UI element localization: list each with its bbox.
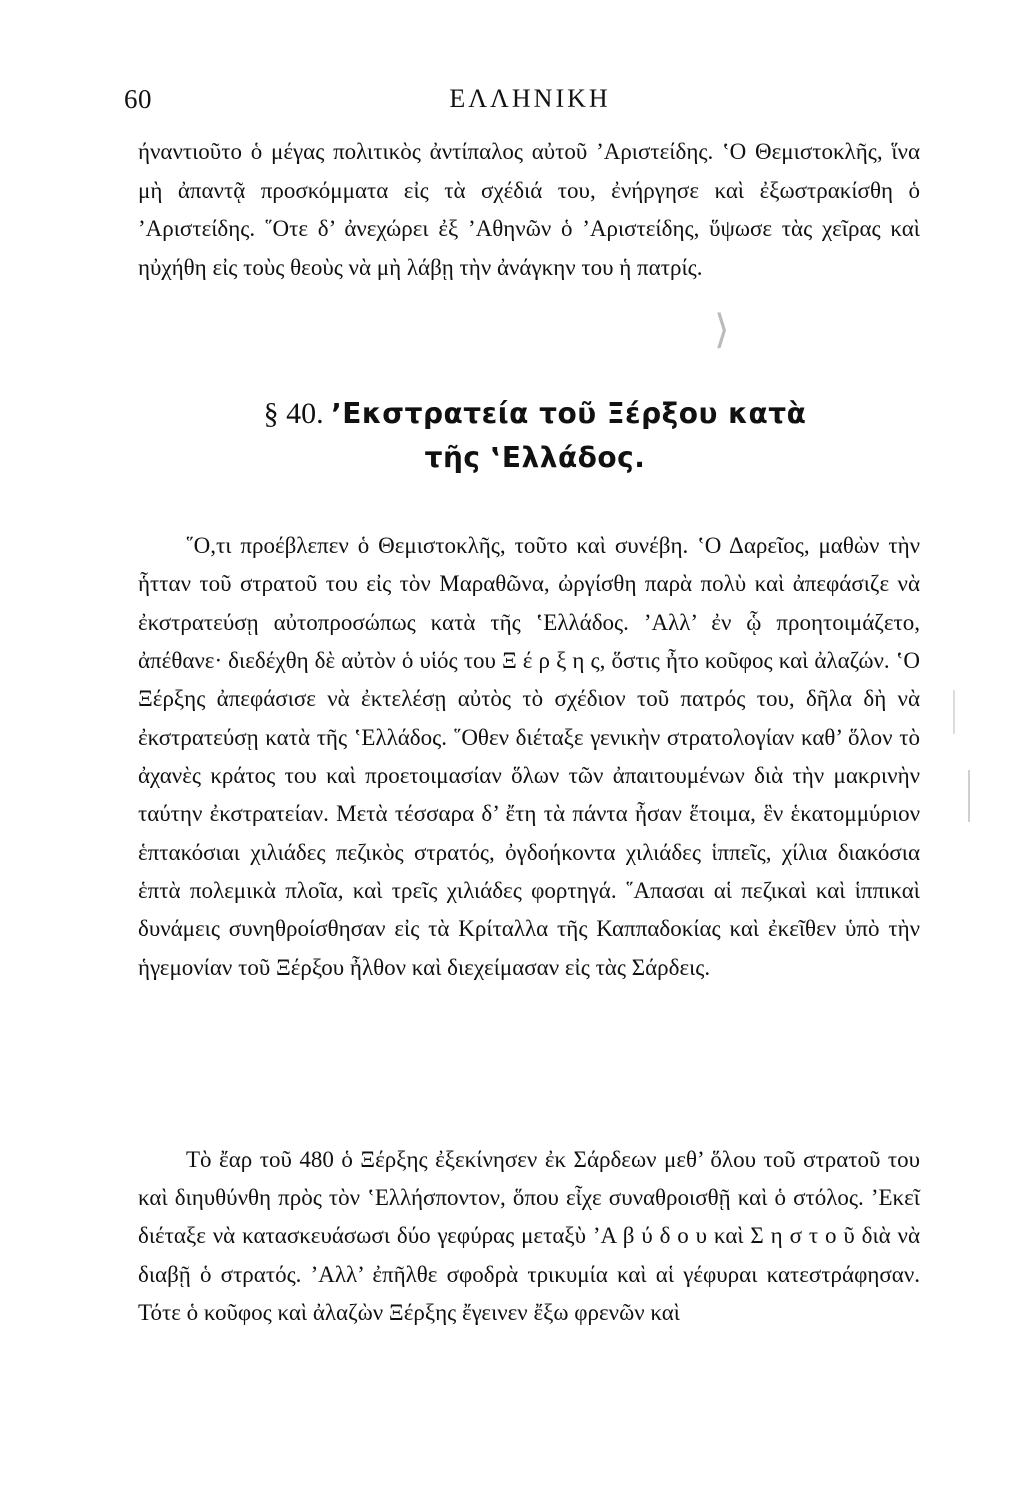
paragraph-darius-xerxes [138,527,920,987]
section-number: § 40. [263,397,324,430]
pencil-mark-icon: ⟩ [714,307,730,353]
margin-line-mark [968,770,970,822]
section-title-part-1: ’Εκστρατεία τοῦ Ξέρξου κατὰ [331,397,807,430]
paragraph-text: ῞Ο,τι προέβλεπεν ὁ Θεμιστοκλῆς, τοῦτο καὶ συνέβη. ‛Ο Δαρεῖος, μαθὼν τὴν ἧτταν τοῦ στρατοῦ του εἰς τὸν Μαραθῶνα, ὠργίσθη παρὰ πολὺ καὶ ἀπεφάσιζε νὰ ἐκστρατεύσῃ αὐτοπροσώπως κατὰ τῆς ‛Ελλάδος. ’Αλλ’ ἐν ᾧ προητοιμάζετο, ἀπέθανε· διεδέχθη δὲ αὐτὸν ὁ υἱός του Ξ έ ρ ξ η ς, ὅστις ἦτο κοῦφος καὶ ἀλαζών. ‛Ο Ξέρξης ἀπεφάσισε νὰ ἐκτελέσῃ αὐτὸς τὸ σχέδιον τοῦ πατρός του, δῆλα δὴ νὰ ἐκστρατεύσῃ κατὰ τῆς ‛Ελλάδος. ῞Οθεν διέταξε γενικὴν στρατολογίαν καθ’ ὅλον τὸ ἀχανὲς κράτος του καὶ προετοιμασίαν ὅλων τῶν ἀπαιτουμένων διὰ τὴν μακρινὴν ταύτην ἐκστρατείαν. Μετὰ τέσσαρα δ’ ἔτη τὰ πάντα ἦσαν ἕτοιμα, ἓν ἑκατομμύριον ἑπτακόσιαι χιλιάδες πεζικὸς στρατός, ὀγδοήκοντα χιλιάδες ἱππεῖς, χίλια διακόσια ἑπτὰ πολεμικὰ πλοῖα, καὶ τρεῖς χιλιάδες φορτηγά. ῞Απασαι αἱ πεζικαὶ καὶ ἱππικαὶ δυνάμεις συνηθροίσθησαν εἰς τὰ Κρίταλλα τῆς Καππαδοκίας καὶ ἐκεῖθεν ὑπὸ τὴν ἡγεμονίαν τοῦ Ξέρξου ἦλθον καὶ διεχείμασαν εἰς τὰς Σάρδεις. [138,533,920,980]
section-heading-line-1 [150,392,920,436]
section-heading-line-2 [150,436,920,480]
paragraph-continuation: ήναντιοῦτο ὁ μέγας πολιτικὸς ἀντίπαλος αὐτοῦ ’Αριστείδης. ‛Ο Θεμιστοκλῆς, ἵνα μὴ ἀπαντᾷ προσκόμματα εἰς τὰ σχέδιά του, ἐνήργησε καὶ ἐξωστρακίσθη ὁ ’Αριστείδης. ῞Οτε δ’ ἀνεχώρει ἐξ ’Αθηνῶν ὁ ’Αριστείδης, ὕψωσε τὰς χεῖρας καὶ ηὐχήθη εἰς τοὺς θεοὺς νὰ μὴ λάβῃ τὴν ἀνάγκην του ἡ πατρίς. [138,139,920,281]
section-title-part-2: τῆς ‛Ελλάδος. [424,441,646,474]
page-number: 60 [124,84,152,114]
margin-line-mark [953,690,955,734]
section-heading [150,392,920,480]
page-header [120,84,940,124]
paragraph-text: Τὸ ἔαρ τοῦ 480 ὁ Ξέρξης ἐξεκίνησεν ἐκ Σάρδεων μεθ’ ὅλου τοῦ στρατοῦ του καὶ διηυθύνθη πρὸς τὸν ‛Ελλήσποντον, ὅπου εἶχε συναθροισθῇ καὶ ὁ στόλος. ’Εκεῖ διέταξε νὰ κατασκευάσωσι δύο γεφύρας μεταξὺ ’Α β ύ δ ο υ καὶ Σ η σ τ ο ῦ διὰ νὰ διαβῇ ὁ στρατός. ’Αλλ’ ἐπῆλθε σφοδρὰ τρικυμία καὶ αἱ γέφυραι κατεστράφησαν. Τότε ὁ κοῦφος καὶ ἀλαζὼν Ξέρξης ἔγεινεν ἔξω φρενῶν καὶ [138,1147,920,1325]
running-title: ΕΛΛΗΝΙΚΗ [449,84,611,113]
paragraph-480-campaign [138,1141,920,1332]
